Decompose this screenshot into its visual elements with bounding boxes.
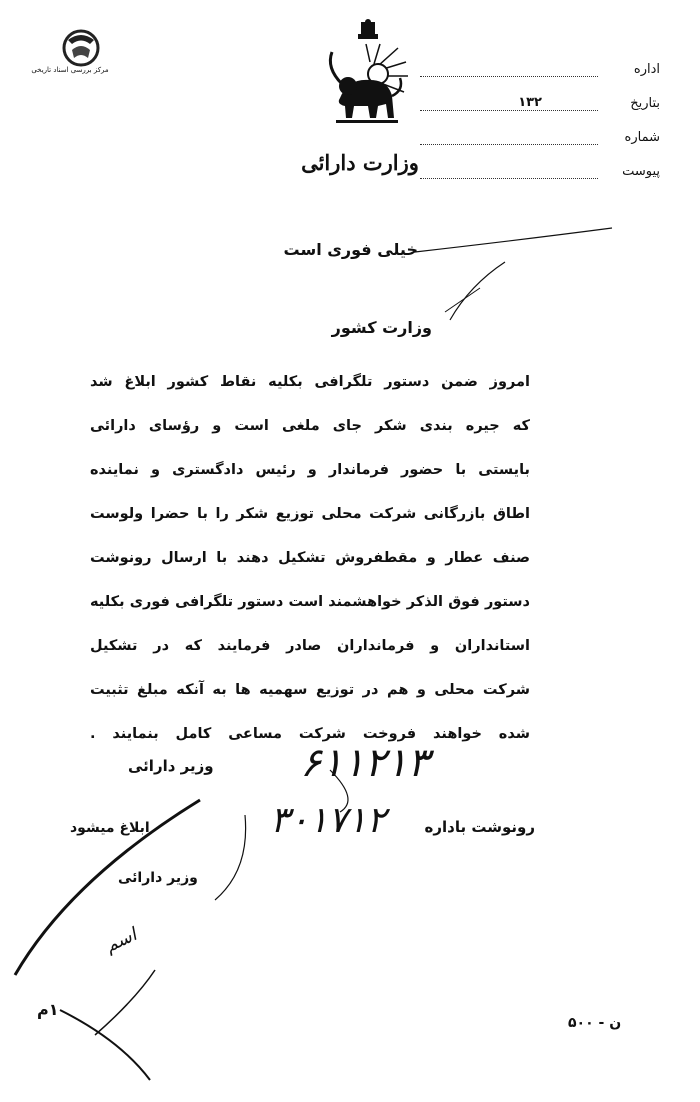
corner-note: ۱م: [37, 1000, 59, 1019]
archive-logo-icon: [46, 28, 116, 68]
field-attachment-label: پیوست: [622, 164, 660, 179]
field-office-label: اداره: [633, 62, 660, 77]
handwritten-initials: اسم: [102, 924, 140, 957]
sign-stroke: [95, 970, 155, 1035]
letter-line: که جیره بندی شکر جای ملغی است و رؤسای دارائی: [90, 418, 530, 434]
handwritten-number-1: ۶۱۱۲۱۳: [300, 740, 429, 786]
lower-arc-stroke: [60, 1010, 150, 1080]
underline-stroke: [415, 228, 612, 252]
signature-minister: وزیر دارائی: [128, 757, 214, 775]
ministry-title: وزارت دارائی: [301, 150, 419, 175]
letter-body: [90, 360, 530, 756]
letter-line: شرکت محلی و هم در توزیع سهمیه ها به آنکه مبلغ تثبیت: [90, 682, 530, 698]
field-date: [420, 96, 660, 118]
letter-line: بایستی با حضور فرماندار و رئیس دادگستری و نماینده: [90, 462, 530, 478]
addressee: وزارت کشور: [331, 318, 432, 337]
field-number-label: شماره: [624, 130, 660, 145]
archive-logo-caption: مرکز بررسی اسناد تاریخی: [31, 66, 109, 74]
field-office: [420, 62, 660, 84]
field-attachment: [420, 164, 660, 186]
notice-text: ابلاغ میشود: [70, 820, 150, 836]
handwritten-number-2: ۳۰۱۷۱۲: [270, 800, 387, 841]
diagonal-stroke-2: [445, 288, 480, 312]
field-date-value: ۱۳۲: [518, 95, 542, 110]
field-number-line: [420, 144, 598, 145]
letter-line: اطاق بازرگانی شرکت محلی توزیع شکر را با حضرا ولوست: [90, 506, 530, 522]
bracket-stroke: [215, 815, 246, 900]
field-attachment-line: [420, 178, 598, 179]
letter-line: صنف عطار و مقطفروش تشکیل دهند با ارسال رونوشت: [90, 550, 530, 566]
field-number: [420, 130, 660, 152]
letter-line: امروز ضمن دستور تلگرافی بکلیه نقاط کشور ابلاغ شد: [90, 374, 530, 390]
copy-to-line: رونوشت باداره: [424, 818, 535, 836]
lion-and-sun-emblem-icon: [318, 18, 418, 138]
diagonal-stroke: [450, 262, 505, 320]
field-office-line: [420, 76, 598, 77]
letter-line: استانداران و فرمانداران صادر فرمایند که در تشکیل: [90, 638, 530, 654]
urgency-heading: خیلی فوری است: [283, 240, 418, 259]
form-code: ن - ۵۰۰: [568, 1015, 622, 1031]
field-date-line: [420, 110, 598, 111]
letter-line: شده خواهند فروخت شرکت مساعی کامل بنمایند .: [90, 726, 530, 742]
letter-line: دستور فوق الذکر خواهشمند است دستور تلگرافی فوری بکلیه: [90, 594, 530, 610]
field-date-label: بتاریخ: [630, 96, 660, 111]
signature-minister-2: وزیر دارائی: [118, 870, 198, 886]
